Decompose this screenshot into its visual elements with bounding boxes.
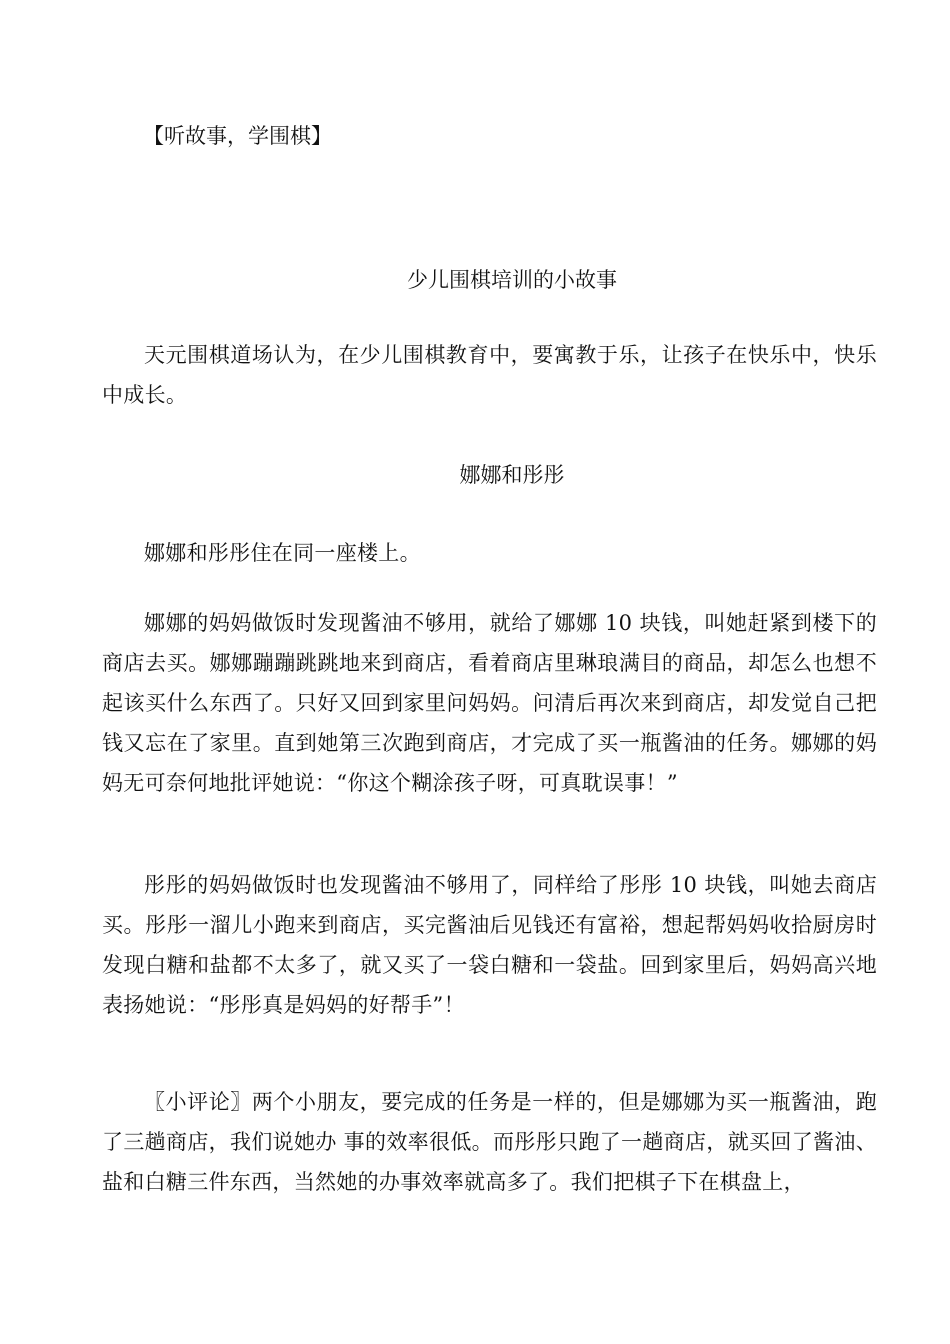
story-paragraph-3: 彤彤的妈妈做饭时也发现酱油不够用了，同样给了彤彤 10 块钱，叫她去商店买。彤彤一溜儿小跑来到商店，买完酱油后见钱还有富裕，想起帮妈妈收拾厨房时发现白糖和盐都不太多了，就又买了一袋白糖和一袋盐。回到家里后，妈妈高兴地表扬她说：“彤彤真是妈妈的好帮手”！ (102, 873, 877, 1017)
page-title: 少儿围棋培训的小故事 (407, 268, 617, 292)
story-title: 娜娜和彤彤 (459, 463, 565, 487)
story-paragraph-2: 娜娜的妈妈做饭时发现酱油不够用，就给了娜娜 10 块钱，叫她赶紧到楼下的商店去买。娜娜蹦蹦跳跳地来到商店，看着商店里琳琅满目的商品，却怎么也想不 起该买什么东西了。只好又回到家里问妈妈。问清后再次来到商店，却发觉自己把钱又忘在了家里。直到她第三次跑到商店，才完成了买一瓶酱油的任务。娜娜的妈 妈无可奈何地批评她说：“你这个糊涂孩子呀，可真耽误事！” (102, 611, 877, 795)
story-paragraph-1: 娜娜和彤彤住在同一座楼上。 (144, 541, 421, 565)
commentary-paragraph: 〖小评论〗两个小朋友，要完成的任务是一样的，但是娜娜为买一瓶酱油，跑了三趟商店，我们说她办 事的效率很低。而彤彤只跑了一趟商店，就买回了酱油、盐和白糖三件东西，当然她的办事效率就高多了。我们把棋子下在棋盘上， (102, 1090, 877, 1194)
header-tag: 【听故事，学围棋】 (143, 124, 332, 148)
intro-paragraph: 天元围棋道场认为，在少儿围棋教育中，要寓教于乐，让孩子在快乐中，快乐中成长。 (102, 343, 877, 407)
